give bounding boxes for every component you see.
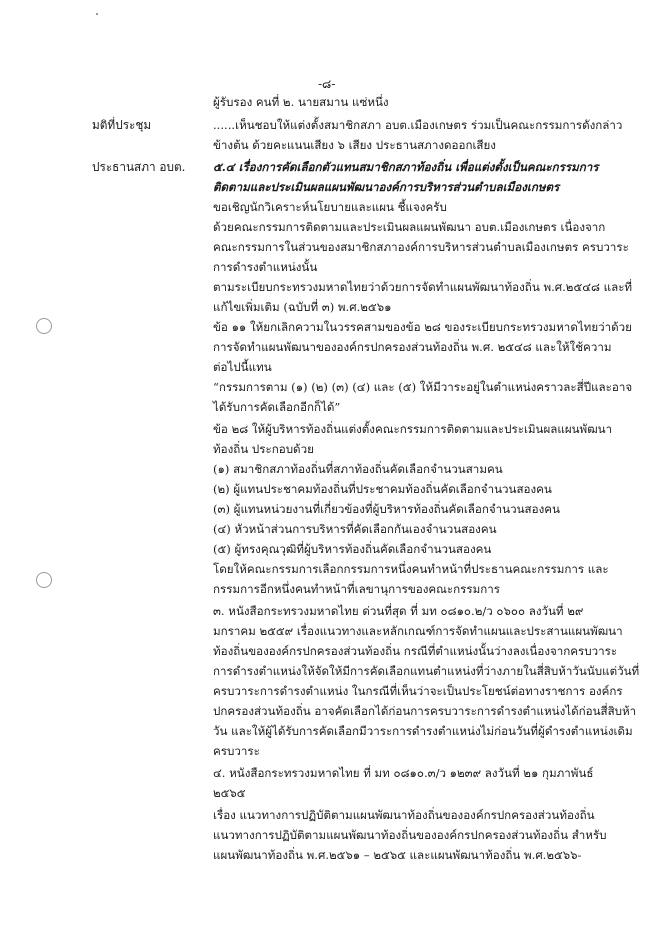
text-line: มกราคม ๒๕๕๙ เรื่องแนวทางและหลักเกณฑ์การจัดทำแผนและประสานแผนพัฒนา — [213, 624, 623, 638]
text-line: แนวทางการปฏิบัติตามแผนพัฒนาท้องถิ่นขององค์กรปกครองส่วนท้องถิ่น สำหรับ — [213, 828, 607, 842]
text-line: ๓. หนังสือกระทรวงมหาดไทย ด่วนที่สุด ที่ มท ๐๘๑๐.๒/ว ๐๖๐๐ ลงวันที่ ๒๙ — [213, 604, 584, 618]
text-line: ๒๕๖๕ — [213, 786, 246, 800]
text-line: เรื่อง แนวทางการปฏิบัติตามแผนพัฒนาท้องถิ่นขององค์กรปกครองส่วนท้องถิ่น — [213, 808, 595, 822]
text-line: ปกครองส่วนท้องถิ่น อาจคัดเลือกได้ก่อนการครบวาระการดำรงตำแหน่งได้ก่อนสี่สิบห้า — [213, 704, 637, 718]
text-line: การจัดทำแผนพัฒนาขององค์กรปกครองส่วนท้องถิ่น พ.ศ. ๒๕๔๘ และให้ใช้ความ — [213, 340, 612, 354]
text-line: (๔) หัวหน้าส่วนการบริหารที่คัดเลือกกันเองจำนวนสองคน — [213, 522, 497, 536]
text-line: ......เห็นชอบให้แต่งตั้งสมาชิกสภา อบต.เมืองเกษตร ร่วมเป็นคณะกรรมการดังกล่าว — [213, 118, 623, 132]
text-line: ตามระเบียบกระทรวงมหาดไทยว่าด้วยการจัดทำแผนพัฒนาท้องถิ่น พ.ศ.๒๕๔๘ และที่ — [213, 280, 633, 294]
punch-hole-top — [36, 318, 52, 334]
text-line: (๓) ผู้แทนหน่วยงานที่เกี่ยวข้องที่ผู้บริหารท้องถิ่นคัดเลือกจำนวนสองคน — [213, 502, 560, 516]
text-line: วัน และให้ผู้ได้รับการคัดเลือกมีวาระการดำรงตำแหน่งไม่ก่อนวันที่ผู้ดำรงตำแหน่งเดิม — [213, 724, 633, 738]
text-line: ข้างต้น ด้วยคะแนนเสียง ๖ เสียง ประธานสภางดออกเสียง — [213, 138, 496, 152]
text-line: คณะกรรมการในส่วนของสมาชิกสภาองค์การบริหารส่วนตำบลเมืองเกษตร ครบวาระ — [213, 240, 629, 254]
scan-speck — [96, 13, 98, 15]
label-resolution: มติที่ประชุม — [92, 118, 152, 132]
text-line: ต่อไปนี้แทน — [213, 360, 272, 374]
label-council-president: ประธานสภา อบต. — [92, 160, 186, 174]
agenda-heading-line: ติดตามและประเมินผลแผนพัฒนาองค์การบริหารส่วนตำบลเมืองเกษตร — [213, 180, 560, 194]
text-line: แก้ไขเพิ่มเติม (ฉบับที่ ๓) พ.ศ.๒๕๖๑ — [213, 300, 392, 314]
text-line: การดำรงตำแหน่งนั้น — [213, 260, 318, 274]
text-line: ครบวาระ — [213, 744, 260, 758]
text-line: ผู้รับรอง คนที่ ๒. นายสมาน แซ่หนึ่ง — [213, 95, 389, 109]
text-line: การดำรงตำแหน่งให้จัดให้มีการคัดเลือกแทนตำแหน่งที่ว่างภายในสี่สิบห้าวันนับแต่วันที่ — [213, 664, 640, 678]
page-number: -๘- — [318, 77, 336, 91]
text-line: ได้รับการคัดเลือกอีกก็ได้” — [213, 400, 341, 414]
text-line: ครบวาระการดำรงตำแหน่ง ในกรณีที่เห็นว่าจะเป็นประโยชน์ต่อทางราชการ องค์กร — [213, 684, 623, 698]
text-line: ข้อ ๒๘ ให้ผู้บริหารท้องถิ่นแต่งตั้งคณะกรรมการติดตามและประเมินผลแผนพัฒนา — [213, 422, 613, 436]
agenda-heading-line: ๕.๔ เรื่องการคัดเลือกตัวแทนสมาชิกสภาท้องถิ่น เพื่อแต่งตั้งเป็นคณะกรรมการ — [213, 160, 599, 174]
text-line: (๕) ผู้ทรงคุณวุฒิที่ผู้บริหารท้องถิ่นคัดเลือกจำนวนสองคน — [213, 542, 492, 556]
text-line: ข้อ ๑๑ ให้ยกเลิกความในวรรคสามของข้อ ๒๘ ของระเบียบกระทรวงมหาดไทยว่าด้วย — [213, 320, 632, 334]
text-line: ขอเชิญนักวิเคราะห์นโยบายและแผน ชี้แจงครับ — [213, 200, 447, 214]
text-line: ๔. หนังสือกระทรวงมหาดไทย ที่ มท ๐๘๑๐.๓/ว ๑๒๓๙ ลงวันที่ ๒๑ กุมภาพันธ์ — [213, 766, 594, 780]
punch-hole-bottom — [36, 572, 52, 588]
text-line: แผนพัฒนาท้องถิ่น พ.ศ.๒๕๖๑ – ๒๕๖๕ และแผนพัฒนาท้องถิ่น พ.ศ.๒๕๖๖- — [213, 848, 582, 862]
text-line: ด้วยคณะกรรมการติดตามและประเมินผลแผนพัฒนา อบต.เมืองเกษตร เนื่องจาก — [213, 220, 606, 234]
text-line: (๒) ผู้แทนประชาคมท้องถิ่นที่ประชาคมท้องถิ่นคัดเลือกจำนวนสองคน — [213, 482, 552, 496]
text-line: (๑) สมาชิกสภาท้องถิ่นที่สภาท้องถิ่นคัดเลือกจำนวนสามคน — [213, 462, 503, 476]
text-line: กรรมการอีกหนึ่งคนทำหน้าที่เลขานุการของคณะกรรมการ — [213, 582, 500, 596]
text-line: ท้องถิ่นขององค์กรปกครองส่วนท้องถิ่น กรณีที่ตำแหน่งนั้นว่างลงเนื่องจากครบวาระ — [213, 644, 618, 658]
text-line: โดยให้คณะกรรมการเลือกกรรมการหนึ่งคนทำหน้าที่ประธานคณะกรรมการ และ — [213, 562, 609, 576]
text-line: ท้องถิ่น ประกอบด้วย — [213, 442, 314, 456]
text-line: “กรรมการตาม (๑) (๒) (๓) (๔) และ (๕) ให้มีวาระอยู่ในตำแหน่งคราวละสี่ปีและอาจ — [213, 380, 633, 394]
